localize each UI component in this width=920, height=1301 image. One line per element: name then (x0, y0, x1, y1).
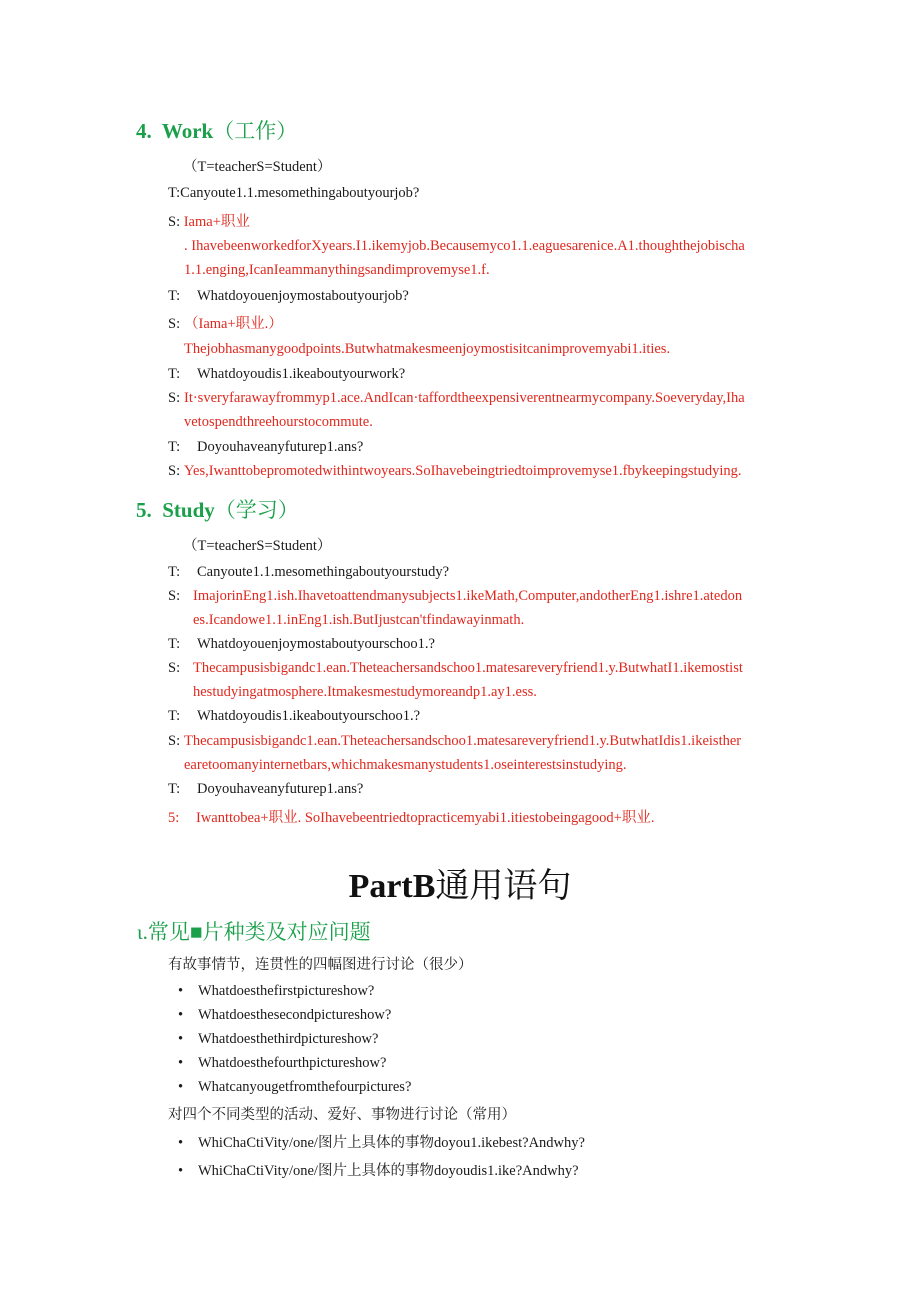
dialogue-line (168, 706, 420, 726)
subsection-heading: ι.常见■片种类及对应问题 (137, 920, 371, 944)
dialogue-line (168, 388, 745, 408)
speaker-label: 5: (168, 810, 180, 826)
dialogue-line (168, 808, 654, 828)
dialogue-line (168, 461, 742, 481)
student-answer: It·sveryfarawayfrommyp1.ace.AndIcan·taffordtheexpensiverentnearmycompany.Soeveryday,Iha (184, 390, 745, 406)
student-answer: . IhavebeenworkedforXyears.I1.ikemyjob.Becausemyco1.1.eaguesarenice.A1.thoughthejobischa (184, 238, 745, 254)
dialogue-line (168, 731, 741, 751)
heading-number: 4. (136, 119, 152, 143)
speaker-label: S: (168, 733, 181, 749)
dialogue-line (168, 779, 363, 799)
list-item (178, 981, 374, 1001)
part-title-english: PartB (348, 868, 436, 905)
list-item (178, 1077, 411, 1097)
student-answer: 1.1.enging,IcanIeammanythingsandimprovemyse1.f. (184, 262, 490, 278)
student-answer: ImajorinEng1.ish.Ihavetoattendmanysubjects1.ikeMath,Computer,andotherEng1.ishre1.atedon (193, 588, 743, 604)
student-answer: Yes,Iwanttobepromotedwithintwoyears.SoIhavebeingtriedtoimprovemyse1.fbykeepingstudying. (184, 463, 742, 479)
dialogue-line (168, 212, 250, 232)
student-answer: Thecampusisbigandc1.ean.Theteachersandschoo1.matesareveryfriend1.y.ButwhatI1.ikemostist (193, 660, 743, 676)
list-item (178, 1161, 579, 1181)
list-item (178, 1053, 386, 1073)
speaker-label: S: (168, 214, 181, 230)
speaker-label: S: (168, 588, 181, 604)
heading-chinese: （学习） (214, 498, 299, 522)
dialogue-line (168, 658, 743, 678)
teacher-question: T:Canyoute1.1.mesomethingaboutyourjob? (168, 185, 420, 201)
heading-english: Work (161, 119, 214, 143)
list-item (178, 1029, 378, 1049)
legend: （T=teacherS=Student） (183, 538, 332, 554)
speaker-label: T: (168, 288, 181, 304)
student-answer: Thejobhasmanygoodpoints.Butwhatmakesmeenjoymostisitcanimprovemyabi1.ities. (184, 341, 671, 357)
student-answer: es.Icandowe1.1.inEng1.ish.ButIjustcan'tfindawayinmath. (193, 612, 525, 628)
bullet-icon: • (178, 1007, 184, 1023)
student-answer: vetospendthreehourstocommute. (184, 414, 373, 430)
teacher-question: Doyouhaveanyfuturep1.ans? (197, 439, 364, 455)
question-text: WhiChaCtiVity/one/图片上具体的事物doyoudis1.ike?Andwhy? (198, 1163, 579, 1179)
question-text: Whatdoesthethirdpictureshow? (198, 1031, 379, 1047)
section-heading-work (136, 115, 297, 145)
student-answer: Thecampusisbigandc1.ean.Theteachersandschoo1.matesareveryfriend1.y.ButwhatIdis1.ikeisther (184, 733, 742, 749)
list-item (178, 1005, 391, 1025)
speaker-label: S: (168, 316, 181, 332)
teacher-question: Whatdoyoudis1.ikeaboutyourschoo1.? (197, 708, 421, 724)
heading-chinese: （工作） (213, 119, 298, 143)
teacher-question: Whatdoyouenjoymostaboutyourjob? (197, 288, 409, 304)
teacher-question: Doyouhaveanyfuturep1.ans? (197, 781, 364, 797)
student-answer: Iwanttobea+职业. SoIhavebeentriedtopracticemyabi1.itiestobeingagood+职业. (196, 810, 655, 826)
dialogue-line (168, 364, 405, 384)
speaker-label: T: (168, 439, 181, 455)
teacher-question: Canyoute1.1.mesomethingaboutyourstudy? (197, 564, 450, 580)
dialogue-line (168, 562, 449, 582)
bullet-icon: • (178, 1163, 184, 1179)
bullet-icon: • (178, 1079, 184, 1095)
legend: （T=teacherS=Student） (183, 159, 332, 175)
speaker-label: T: (168, 366, 181, 382)
speaker-label: S: (168, 660, 181, 676)
dialogue-line (168, 286, 409, 306)
bullet-icon: • (178, 1031, 184, 1047)
teacher-question: Whatdoyoudis1.ikeaboutyourwork? (197, 366, 406, 382)
dialogue-line (168, 634, 435, 654)
bullet-icon: • (178, 983, 184, 999)
speaker-label: T: (168, 708, 181, 724)
part-title (0, 858, 920, 907)
list-intro: 有故事情节，连贯性的四幅图进行讨论（很少） (168, 957, 473, 973)
question-text: Whatdoesthefirstpictureshow? (198, 983, 375, 999)
student-answer: Iama+职业 (183, 214, 250, 230)
bullet-icon: • (178, 1135, 184, 1151)
question-text: Whatdoesthefourthpictureshow? (198, 1055, 387, 1071)
student-answer: earetoomanyinternetbars,whichmakesmanystudents1.oseinterestsinstudying. (184, 757, 627, 773)
speaker-label: T: (168, 781, 181, 797)
student-answer: hestudyingatmosphere.Itmakesmestudymoreandp1.ay1.ess. (193, 684, 537, 700)
question-text: Whatdoesthesecondpictureshow? (198, 1007, 392, 1023)
part-title-chinese: 通用语句 (435, 868, 572, 905)
heading-number: 5. (136, 498, 152, 522)
dialogue-line (168, 314, 283, 334)
bullet-icon: • (178, 1055, 184, 1071)
speaker-label: T: (168, 564, 181, 580)
question-text: WhiChaCtiVity/one/图片上具体的事物doyou1.ikebest?Andwhy? (198, 1135, 585, 1151)
student-answer: （Iama+职业.） (184, 316, 283, 332)
heading-english: Study (162, 498, 215, 522)
teacher-question: Whatdoyouenjoymostaboutyourschoo1.? (197, 636, 435, 652)
dialogue-line (168, 437, 363, 457)
speaker-label: S: (168, 463, 181, 479)
list-intro: 对四个不同类型的活动、爱好、事物进行讨论（常用） (168, 1107, 516, 1123)
list-item (178, 1133, 585, 1153)
section-heading-study (136, 494, 299, 524)
dialogue-line (168, 586, 742, 606)
speaker-label: T: (168, 636, 181, 652)
question-text: Whatcanyougetfromthefourpictures? (198, 1079, 412, 1095)
speaker-label: S: (168, 390, 181, 406)
